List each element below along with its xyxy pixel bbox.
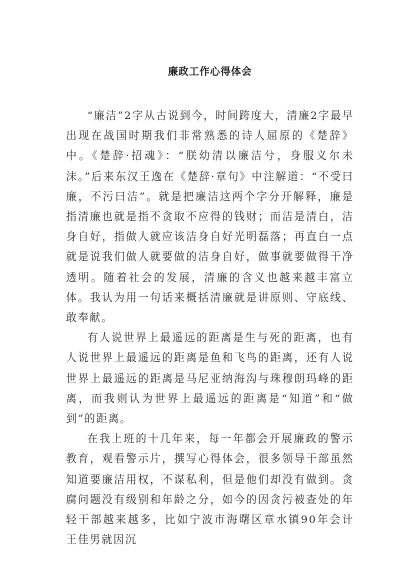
paragraph-2: 有人说世界上最遥远的距离是生与死的距离，也有人说世界上最遥远的距离是鱼和飞鸟的距离，还有人说世界上最遥远的距离是马尼亚纳海沟与珠穆朗玛峰的距离，而我则认为世界上最遥远的距离是“知道”和“做到”的距离。 (66, 332, 354, 426)
document-title: 廉政工作心得体会 (168, 67, 252, 78)
paragraph-3: 在我上班的十几年来，每一年都会开展廉政的警示教育，观看警示片，撰写心得体会，很多领导干部虽然知道要廉洁用权，不谋私利，但是他们却没有做到。贪腐问题没有级别和年龄之分，如今的因贪污被查处的年轻干部越来越多，比如宁波市海曙区章水镇90年会计王佳男就因沉 (66, 433, 354, 547)
paragraph-1: “廉洁”2字从古说到今，时间跨度大，清廉2字最早出现在战国时期我们非常熟悉的诗人屈原的《楚辞》中。《楚辞·招魂》：“朕幼清以廉洁兮，身服义尔未沫。”后来东汉王逸在《楚辞·章句》中注解道：“不受曰廉，不污曰洁”。就是把廉洁这两个字分开解释，廉是指清廉也就是指不贪取不应得的钱财；而洁是清白，洁身自好，指做人就应该洁身自好光明磊落；再直白一点就是说我们做人就要做的洁身自好，做事就要做得干净透明。随着社会的发展，清廉的含义也越来越丰富立体。我认为用一句话来概括清廉就是讲原则、守底线、敢奉献。 (66, 110, 354, 325)
